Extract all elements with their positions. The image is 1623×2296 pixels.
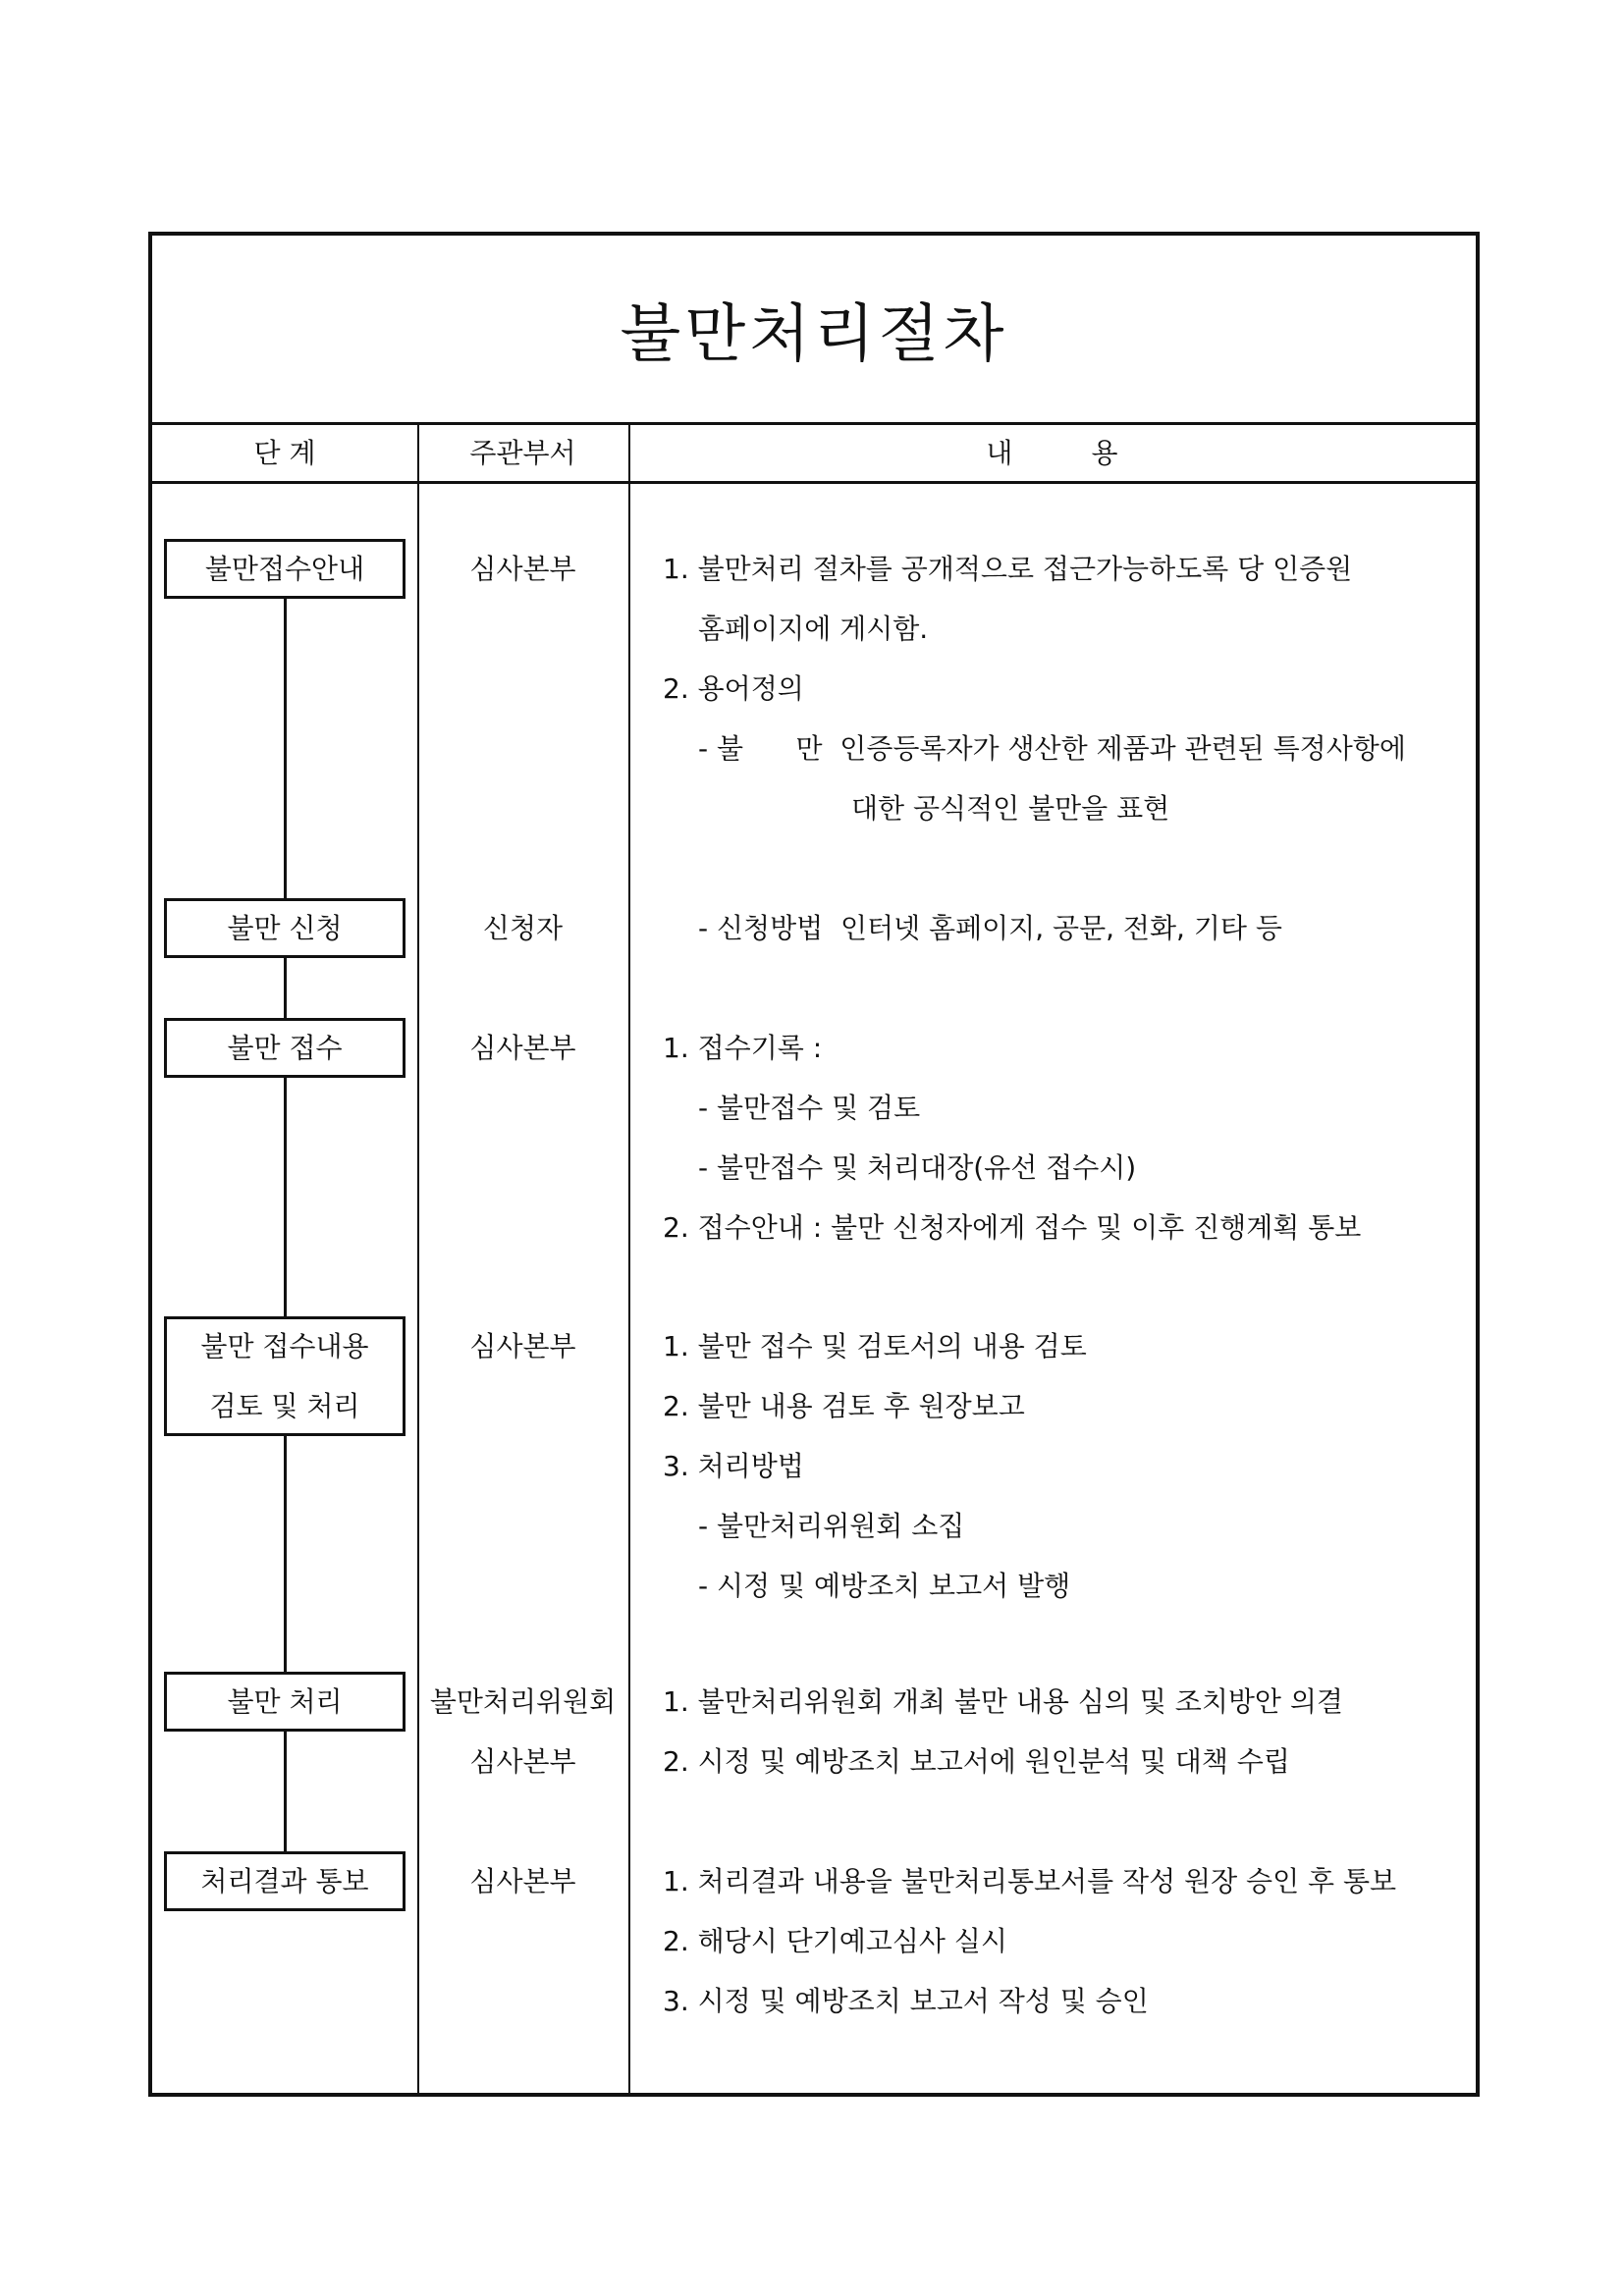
content-line: - 불만처리위원회 소집 — [698, 1510, 965, 1542]
stage-box — [164, 1316, 406, 1436]
flow-connector — [284, 1436, 287, 1672]
flow-connector — [284, 958, 287, 1018]
content-line: 2. 용어정의 — [663, 672, 804, 705]
department-label: 심사본부 — [469, 1330, 576, 1362]
department-label: 심사본부 — [469, 1032, 576, 1064]
content-line: 1. 접수기록 : — [663, 1032, 823, 1064]
content-line: 1. 처리결과 내용을 불만처리통보서를 작성 원장 승인 후 통보 — [663, 1865, 1397, 1897]
department-label: 심사본부 — [469, 1745, 576, 1778]
stage-box — [164, 1672, 406, 1732]
content-line: - 불만접수 및 처리대장(유선 접수시) — [698, 1151, 1137, 1184]
content-line: 대한 공식적인 불만을 표현 — [851, 792, 1170, 825]
stage-label: 불만 접수내용 — [200, 1330, 369, 1362]
step-content — [663, 539, 1406, 838]
department-label: 심사본부 — [469, 553, 576, 585]
step-content — [663, 1018, 1361, 1257]
content-line: 홈페이지에 게시함. — [698, 613, 929, 645]
column-divider — [417, 422, 419, 2093]
content-line: 2. 접수안내 : 불만 신청자에게 접수 및 이후 진행계획 통보 — [663, 1211, 1362, 1244]
stage-box — [164, 1851, 406, 1911]
content-line: 3. 처리방법 — [663, 1450, 804, 1482]
stage-label: 불만 신청 — [227, 912, 343, 944]
content-line: - 시정 및 예방조치 보고서 발행 — [698, 1570, 1071, 1602]
department — [417, 898, 628, 958]
department — [417, 1018, 628, 1078]
stage-label: 불만 처리 — [227, 1685, 343, 1718]
header-dept: 주관부서 — [469, 437, 576, 469]
content-line: 1. 불만처리위원회 개최 불만 내용 심의 및 조치방안 의결 — [663, 1685, 1343, 1718]
department-label: 불만처리위원회 — [429, 1685, 617, 1718]
content-line: - 불만접수 및 검토 — [698, 1092, 921, 1124]
header-stage: 단 계 — [253, 437, 316, 469]
procedure-table — [148, 232, 1480, 2097]
header-content: 내 용 — [986, 437, 1118, 469]
table-header — [152, 422, 1476, 484]
content-line: 1. 불만 접수 및 검토서의 내용 검토 — [663, 1330, 1087, 1362]
step-content — [663, 1851, 1396, 2031]
stage-box — [164, 898, 406, 958]
department-label: 심사본부 — [469, 1865, 576, 1897]
stage-label: 불만접수안내 — [204, 553, 365, 585]
step-content — [663, 1316, 1087, 1616]
flow-connector — [284, 599, 287, 898]
step-content — [663, 898, 1282, 958]
department — [417, 1672, 628, 1791]
content-line: 1. 불만처리 절차를 공개적으로 접근가능하도록 당 인증원 — [663, 553, 1353, 585]
content-line: 2. 불만 내용 검토 후 원장보고 — [663, 1390, 1025, 1422]
page-title: 불만처리절차 — [152, 236, 1476, 425]
stage-label: 검토 및 처리 — [209, 1390, 360, 1422]
content-line: - 불 만 인증등록자가 생산한 제품과 관련된 특정사항에 — [698, 732, 1406, 765]
column-divider — [628, 422, 630, 2093]
department-label: 신청자 — [482, 912, 564, 944]
stage-box — [164, 539, 406, 599]
department — [417, 1316, 628, 1376]
content-line: - 신청방법 인터넷 홈페이지, 공문, 전화, 기타 등 — [698, 912, 1282, 944]
flow-connector — [284, 1078, 287, 1316]
department — [417, 539, 628, 599]
stage-box — [164, 1018, 406, 1078]
content-line: 2. 해당시 단기예고심사 실시 — [663, 1925, 1007, 1957]
content-line: 2. 시정 및 예방조치 보고서에 원인분석 및 대책 수립 — [663, 1745, 1290, 1778]
stage-label: 처리결과 통보 — [200, 1865, 369, 1897]
step-content — [663, 1672, 1343, 1791]
content-line: 3. 시정 및 예방조치 보고서 작성 및 승인 — [663, 1985, 1149, 2017]
flow-connector — [284, 1732, 287, 1851]
stage-label: 불만 접수 — [227, 1032, 343, 1064]
department — [417, 1851, 628, 1911]
